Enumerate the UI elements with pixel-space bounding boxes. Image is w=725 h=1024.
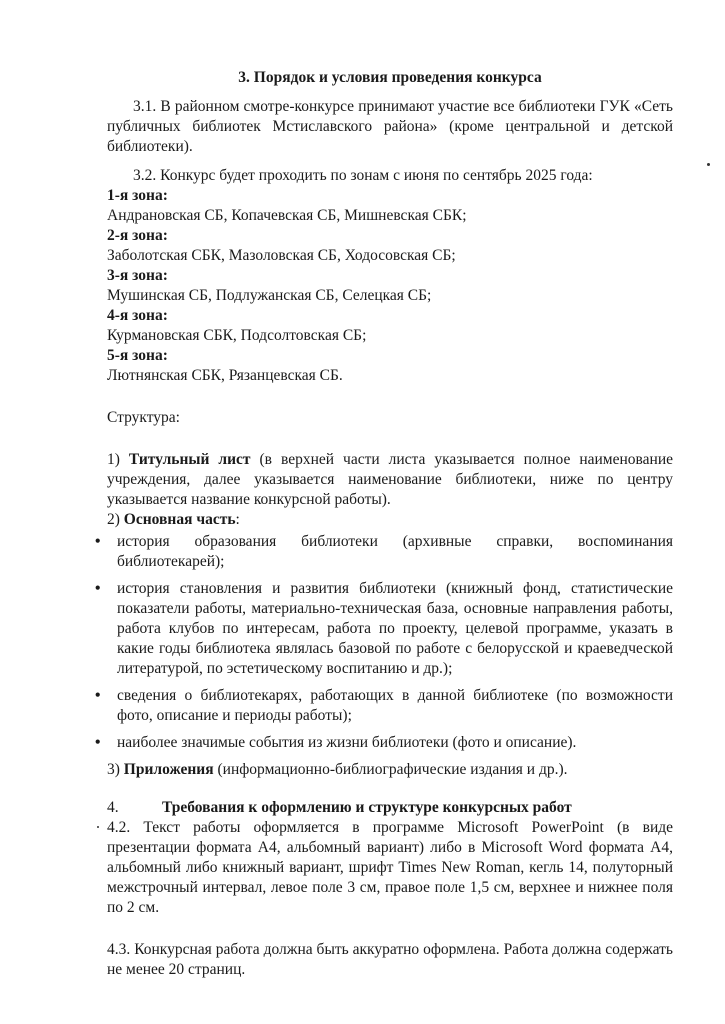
section-4-title: Требования к оформлению и структуре конкурсных работ <box>162 799 572 816</box>
section-4-number: 4. <box>107 799 119 816</box>
main-part-bullets <box>95 532 673 753</box>
item-number: 2) <box>107 511 124 528</box>
zones-list <box>107 186 673 386</box>
structure-item-1 <box>107 450 673 510</box>
paragraph-3-1: 3.1. В районном смотре-конкурсе принимают участие все библиотеки ГУК «Сеть публичных библиотек Мстиславского района» (кроме центральной и детской библиотеки). <box>107 98 673 155</box>
item-number: 3) <box>107 761 124 778</box>
bullet-icon: • <box>95 687 101 704</box>
structure-item-2 <box>107 510 673 530</box>
item-text: : <box>235 511 240 528</box>
item-title: Приложения <box>123 761 214 778</box>
item-number: 1) <box>107 451 129 468</box>
bullet-icon: • <box>95 580 101 597</box>
zone-label: 3-я зона: <box>107 267 168 284</box>
list-item <box>95 579 673 679</box>
list-item-text: сведения о библиотекарях, работающих в данной библиотеке (по возможности фото, описание и периоды работы); <box>117 687 673 724</box>
bullet-icon: • <box>95 533 101 550</box>
scan-speck <box>707 163 710 166</box>
paragraph-3-2: 3.2. Конкурс будет проходить по зонам с июня по сентябрь 2025 года: <box>133 167 593 184</box>
scan-speck <box>97 826 99 828</box>
zone-label: 1-я зона: <box>107 187 168 204</box>
paragraph-4-2: 4.2. Текст работы оформляется в программе Microsoft PowerPoint (в виде презентации формата А4, альбомный вариант) либо в Microsoft Word формата А4, альбомный либо книжный вариант, шрифт Times New Roman, кегль 14, полуторный межстрочный интервал, левое поле 3 см, правое поле 1,5 см, верхнее и нижнее поля по 2 см. <box>107 819 673 916</box>
zone-label: 4-я зона: <box>107 307 168 324</box>
item-text: (информационно-библиографические издания и др.). <box>213 761 568 778</box>
structure-label: Структура: <box>107 409 180 426</box>
zone-libraries: Заболотская СБК, Мазоловская СБ, Ходосовская СБ; <box>107 247 456 264</box>
zone-libraries: Мушинская СБ, Подлужанская СБ, Селецкая СБ; <box>107 287 432 304</box>
zone-libraries: Андрановская СБ, Копачевская СБ, Мишневская СБК; <box>107 207 467 224</box>
list-item <box>95 733 673 753</box>
item-text: (в верхней части листа указывается полное наименование учреждения, далее указывается наименование библиотеки, ниже по центру указывается название конкурсной работы). <box>107 451 673 508</box>
bullet-icon: • <box>95 734 101 751</box>
list-item-text: наиболее значимые события из жизни библиотеки (фото и описание). <box>117 734 577 751</box>
item-title: Основная часть <box>123 511 236 528</box>
item-title: Титульный лист <box>128 451 251 468</box>
list-item <box>95 532 673 572</box>
section-4-heading <box>107 798 673 818</box>
paragraph-4-3: 4.3. Конкурсная работа должна быть аккуратно оформлена. Работа должна содержать не менее 20 страниц. <box>107 941 673 978</box>
zone-libraries: Лютнянская СБК, Рязанцевская СБ. <box>107 367 343 384</box>
section-3-title: 3. Порядок и условия проведения конкурса <box>238 69 542 86</box>
list-item-text: история становления и развития библиотеки (книжный фонд, статистические показатели работы, материально-техническая база, основные направления работы, работа клубов по интересам, работа по проекту, целевой программе, указать в какие годы библиотека являлась базовой по работе с белорусской и краеведческой литературой, по эстетическому воспитанию и др.); <box>117 580 673 677</box>
zone-label: 5-я зона: <box>107 347 168 364</box>
structure-item-3 <box>107 760 673 780</box>
zone-libraries: Курмановская СБК, Подсолтовская СБ; <box>107 327 367 344</box>
document-page <box>95 68 673 980</box>
list-item-text: история образования библиотеки (архивные справки, воспоминания библиотекарей); <box>117 533 673 570</box>
list-item <box>95 686 673 726</box>
zone-label: 2-я зона: <box>107 227 168 244</box>
